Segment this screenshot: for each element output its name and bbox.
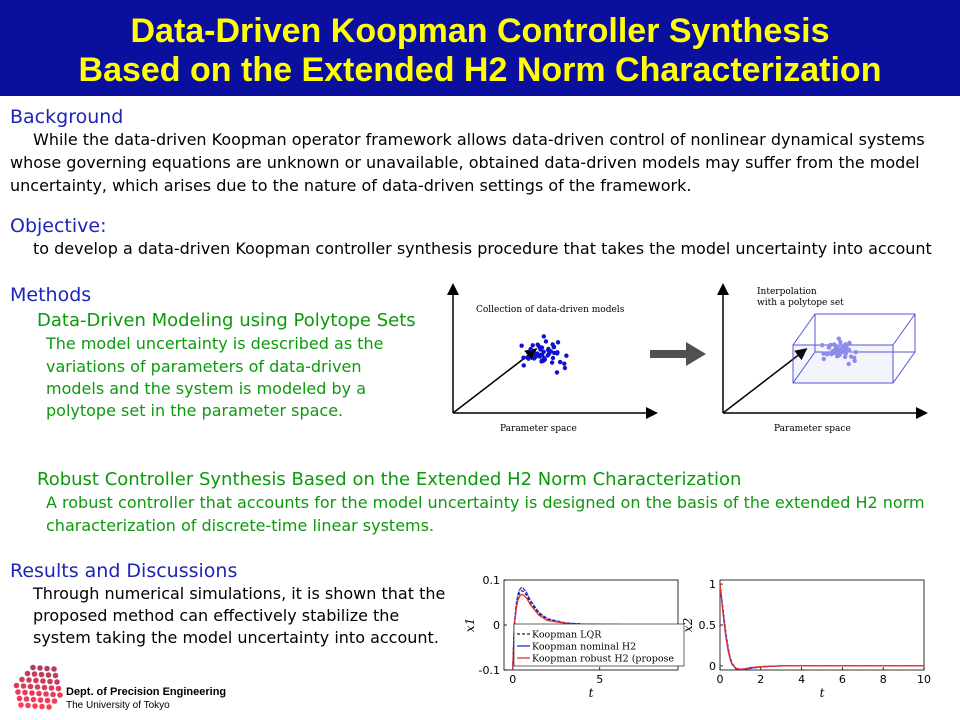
right-figure-label-1: Interpolation [757, 287, 817, 297]
logo-dot [57, 692, 63, 698]
model-dot [542, 356, 546, 360]
model-dot [847, 348, 851, 352]
logo-dot [49, 685, 55, 691]
logo-dot [43, 691, 49, 697]
logo-dot [44, 666, 50, 672]
legend-entry: Koopman nominal H2 [532, 641, 637, 653]
model-dot [528, 347, 532, 351]
y-tick-label: 0.1 [482, 574, 500, 587]
x-tick-label: 2 [757, 673, 765, 686]
x-tick-label: 10 [917, 673, 931, 686]
logo-dot [42, 685, 48, 691]
model-dot [847, 362, 851, 366]
logo-dot [18, 702, 24, 708]
background-heading: Background [10, 106, 124, 128]
model-dot [519, 343, 523, 347]
methods-sub1-line-2: variations of parameters of data-driven [46, 357, 362, 376]
model-dot [551, 356, 555, 360]
x-tick-label: 8 [879, 673, 887, 686]
logo-dot [38, 697, 44, 703]
objective-heading: Objective: [10, 215, 107, 237]
logo-dot [39, 704, 45, 710]
series-line [720, 584, 924, 670]
objective-text: to develop a data-driven Koopman controller synthesis procedure that takes the model uncertainty into account [33, 239, 932, 258]
transition-arrow [650, 342, 706, 366]
logo-dot [46, 704, 52, 710]
logo-dot [45, 698, 51, 704]
x-tick-label: 0 [509, 673, 517, 686]
methods-sub1-line-4: polytope set in the parameter space. [46, 401, 344, 420]
y-axis-label: x1 [463, 617, 477, 633]
title-banner [0, 0, 960, 96]
logo-dot [31, 697, 37, 703]
series-line [720, 584, 924, 669]
polytope-figure [440, 278, 940, 438]
methods-sub2-heading: Robust Controller Synthesis Based on the Extended H2 Norm Characterization [37, 469, 742, 490]
methods-sub1-heading: Data-Driven Modeling using Polytope Sets [37, 310, 416, 331]
model-dot [558, 360, 562, 364]
logo-dot [54, 679, 60, 685]
model-dot [531, 343, 535, 347]
model-dot [555, 351, 559, 355]
title-line-2: Based on the Extended H2 Norm Characterization [78, 51, 882, 89]
legend-entry: Koopman LQR [532, 629, 602, 641]
results-heading: Results and Discussions [10, 560, 238, 582]
model-dot [555, 370, 559, 374]
logo-dot [53, 673, 59, 679]
logo-dot [40, 678, 46, 684]
model-dot [837, 352, 841, 356]
logo-dot [30, 665, 36, 671]
methods-heading: Methods [10, 284, 92, 306]
model-dot [838, 340, 842, 344]
x-tick-label: 5 [596, 673, 604, 686]
model-dot [542, 334, 546, 338]
y-axis-label: x2 [681, 617, 695, 633]
model-dot [541, 350, 545, 354]
model-dot [854, 350, 858, 354]
model-dot [533, 355, 537, 359]
logo-dot [32, 703, 38, 709]
model-dot [544, 339, 548, 343]
model-dot [847, 341, 851, 345]
logo-dot [32, 671, 38, 677]
model-dot [521, 355, 525, 359]
series-line [720, 584, 924, 670]
logo-line-1: Dept. of Precision Engineering [66, 686, 227, 698]
logo-dot [39, 672, 45, 678]
x-tick-label: 0 [716, 673, 724, 686]
plot-frame [720, 580, 924, 670]
results-line-1: Through numerical simulations, it is shown that the [33, 584, 446, 603]
logo-dot [33, 678, 39, 684]
y-tick-label: -0.1 [478, 664, 500, 677]
y-tick-label: 0.5 [698, 619, 716, 632]
logo-dot [14, 683, 20, 689]
background-line-2: whose governing equations are unknown or unavailable, obtained data-driven models may suffer from the model [10, 153, 920, 172]
logo-dot [15, 689, 21, 695]
y-tick-label: 0 [493, 619, 500, 632]
model-dot [522, 363, 526, 367]
model-dot [825, 352, 829, 356]
model-dot [827, 345, 831, 349]
right-figure-label-2: with a polytope set [757, 298, 844, 308]
university-logo [6, 662, 66, 714]
logo-dot [50, 692, 56, 698]
model-dot [843, 342, 847, 346]
logo-dot [19, 677, 25, 683]
model-dot [822, 357, 826, 361]
x-tick-label: 6 [838, 673, 846, 686]
results-line-2: proposed method can effectively stabilize the [33, 606, 400, 625]
logo-dot [52, 698, 58, 704]
logo-dot [37, 665, 43, 671]
logo-dot [47, 679, 53, 685]
logo-dot [26, 677, 32, 683]
model-dot [837, 347, 841, 351]
logo-dot [28, 684, 34, 690]
logo-dot [22, 690, 28, 696]
polytope-box [793, 314, 915, 383]
x-tick-label: 4 [798, 673, 806, 686]
y-tick-label: 1 [709, 578, 716, 592]
logo-dot [56, 686, 62, 692]
x-axis-label: t [819, 686, 825, 700]
model-dot [830, 351, 834, 355]
logo-dot [29, 690, 35, 696]
x2-response-chart [681, 572, 946, 720]
logo-dot [21, 683, 27, 689]
model-dot [832, 342, 836, 346]
model-dot [852, 356, 856, 360]
logo-dot [51, 666, 57, 672]
title-line-1: Data-Driven Koopman Controller Synthesis [130, 12, 830, 50]
left-figure-label: Collection of data-driven models [476, 305, 625, 315]
model-dot [821, 351, 825, 355]
methods-sub1-line-1: The model uncertainty is described as the [46, 334, 384, 353]
results-line-3: system taking the model uncertainty into account. [33, 628, 439, 647]
methods-sub2-line-2: characterization of discrete-time linear systems. [46, 516, 435, 535]
x1-response-chart [462, 572, 684, 720]
background-line-3: uncertainty, which arises due to the nature of data-driven settings of the framework. [10, 176, 692, 195]
model-dot [843, 355, 847, 359]
model-dot [556, 340, 560, 344]
model-dot [563, 366, 567, 370]
model-dot [820, 343, 824, 347]
methods-sub2-line-1: A robust controller that accounts for the model uncertainty is designed on the basis of the extended H2 norm [46, 493, 925, 512]
model-dot [546, 353, 550, 357]
logo-dot [36, 691, 42, 697]
legend-entry: Koopman robust H2 (propose [532, 653, 675, 665]
model-dot [564, 354, 568, 358]
background-line-1: While the data-driven Koopman operator framework allows data-driven control of nonlinear dynamical systems [33, 130, 925, 149]
logo-line-2: The University of Tokyo [66, 700, 170, 711]
logo-dot [24, 696, 30, 702]
methods-sub1-line-3: models and the system is modeled by a [46, 379, 366, 398]
left-model-dots [519, 334, 568, 374]
model-dot [550, 360, 554, 364]
model-dot [546, 348, 550, 352]
model-dot [536, 342, 540, 346]
logo-dot [35, 684, 41, 690]
logo-dot [25, 671, 31, 677]
model-dot [526, 356, 530, 360]
left-axis-label: Parameter space [500, 424, 577, 434]
logo-dot [46, 672, 52, 678]
model-dot [562, 361, 566, 365]
model-dot [550, 342, 554, 346]
logo-dot [25, 703, 31, 709]
right-axis-label: Parameter space [774, 424, 851, 434]
x-axis-label: t [588, 686, 594, 700]
y-tick-label: 0 [709, 659, 716, 673]
logo-dot [17, 696, 23, 702]
